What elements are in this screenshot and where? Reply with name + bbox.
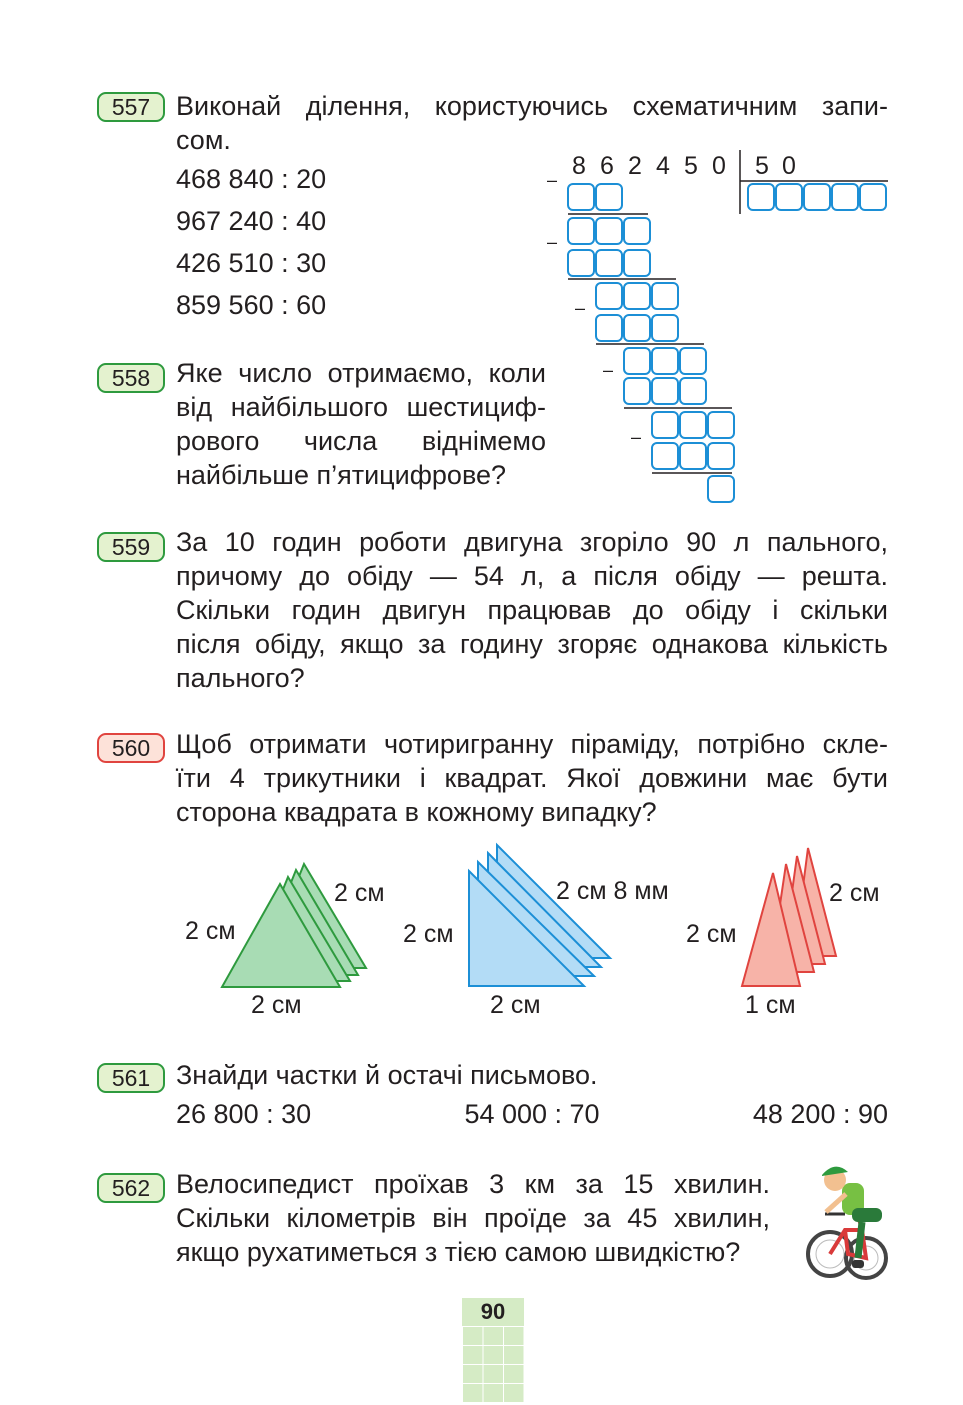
task-number-557: 557	[97, 92, 165, 122]
task-557-line-2: сом.	[176, 125, 231, 155]
task-559-line-3: Скільки годин двигун працював до обіду і скільки	[176, 595, 888, 625]
dividend-digit-4: 4	[656, 152, 670, 180]
task-560-line-3: сторона квадрата в кожному випадку?	[176, 797, 657, 827]
task-558-line-3: рового числа віднімемо	[176, 426, 546, 456]
dividend-digit-5: 5	[684, 152, 698, 180]
green-right-label: 2 см	[334, 879, 385, 907]
task-557-line-1: Виконай ділення, користуючись схематичним запи-	[176, 91, 888, 121]
example-557-4: 859 560 : 60	[176, 290, 327, 320]
task-number-560: 560	[97, 733, 165, 763]
task-558-line-1: Яке число отримаємо, коли	[176, 358, 546, 388]
task-558-line-2: від найбільшого шестициф-	[176, 392, 546, 422]
page-number-grid	[462, 1326, 524, 1402]
task-559-line-5: пального?	[176, 663, 305, 693]
red-right-label: 2 см	[829, 879, 880, 907]
task-number-558: 558	[97, 363, 165, 393]
blue-bottom-label: 2 см	[490, 991, 541, 1019]
task-559-line-1: За 10 годин роботи двигуна згоріло 90 л пального,	[176, 527, 888, 557]
task-562-line-3: якщо рухатиметься з тією самою швидкістю?	[176, 1237, 741, 1267]
task-number-559: 559	[97, 532, 165, 562]
red-bottom-label: 1 см	[745, 991, 796, 1019]
example-557-2: 967 240 : 40	[176, 206, 327, 236]
example-557-3: 426 510 : 30	[176, 248, 327, 278]
minus-sign-4: –	[603, 360, 614, 380]
blue-left-label: 2 см	[403, 920, 454, 948]
minus-sign-3: –	[575, 298, 586, 318]
example-561-3: 48 200 : 90	[752, 1099, 888, 1129]
divisor-digit-1: 5	[755, 152, 769, 180]
red-left-label: 2 см	[686, 920, 737, 948]
green-left-label: 2 см	[185, 917, 236, 945]
task-number-561: 561	[97, 1063, 165, 1093]
task-561-text: Знайди частки й остачі письмово.	[176, 1060, 598, 1090]
task-558-line-4: найбільше п’ятицифрове?	[176, 460, 507, 490]
blue-right-label: 2 см 8 мм	[556, 877, 669, 905]
divisor-digit-2: 0	[782, 152, 796, 180]
green-bottom-label: 2 см	[251, 991, 302, 1019]
dividend-digit-2: 6	[600, 152, 614, 180]
task-562-line-1: Велосипедист проїхав 3 км за 15 хвилин.	[176, 1169, 770, 1199]
task-562-line-2: Скільки кілометрів він проїде за 45 хвилин,	[176, 1203, 770, 1233]
example-561-1: 26 800 : 30	[176, 1099, 312, 1129]
task-559-line-2: причому до обіду — 54 л, а після обіду — решта.	[176, 561, 888, 591]
example-557-1: 468 840 : 20	[176, 164, 327, 194]
page-number: 90	[480, 1299, 506, 1324]
task-560-line-2: їти 4 трикутники і квадрат. Якої довжини має бути	[176, 763, 888, 793]
task-560-line-1: Щоб отримати чотиригранну піраміду, потрібно скле-	[176, 729, 888, 759]
task-559-line-4: після обіду, якщо за годину згоряє однакова кількість	[176, 629, 888, 659]
dividend-digit-6: 0	[712, 152, 726, 180]
minus-sign-2: –	[547, 232, 558, 252]
minus-sign-1: –	[547, 170, 558, 190]
dividend-digit-1: 8	[572, 152, 586, 180]
minus-sign-5: –	[631, 427, 642, 447]
task-number-562: 562	[97, 1173, 165, 1203]
dividend-digit-3: 2	[628, 152, 642, 180]
example-561-2: 54 000 : 70	[464, 1099, 600, 1129]
